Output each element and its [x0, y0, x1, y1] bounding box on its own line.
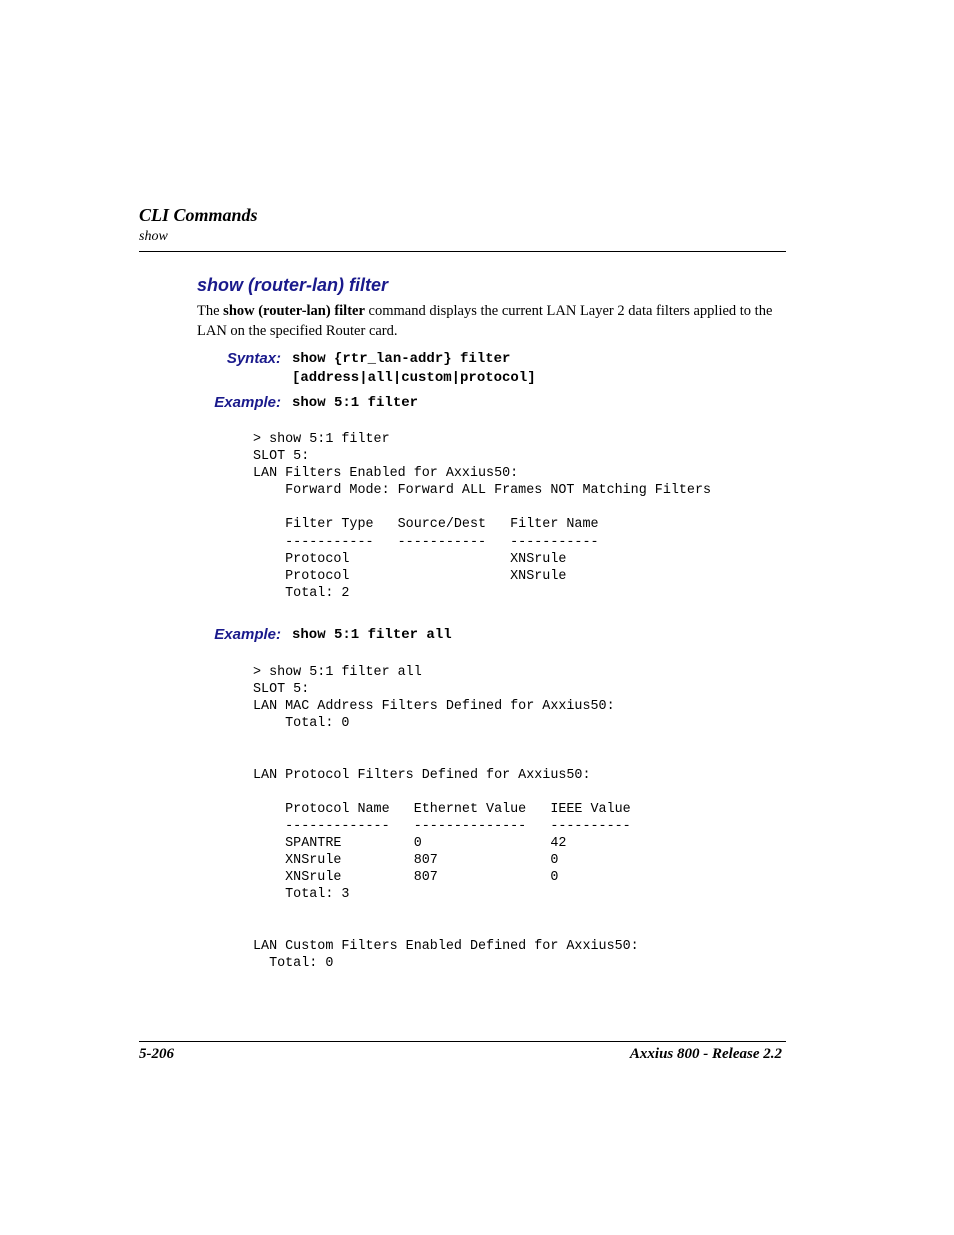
syntax-label: Syntax:	[226, 350, 281, 367]
intro-prefix: The	[197, 303, 224, 319]
intro-command: show (router-lan) filter	[223, 303, 365, 319]
syntax-line-1: show {rtr_lan-addr} filter	[292, 351, 511, 367]
example-2-label: Example:	[214, 626, 281, 643]
example-2-output: > show 5:1 filter all SLOT 5: LAN MAC Address Filters Defined for Axxius50: Total: 0 LAN Protocol Filters Defined for Axxius50: Protocol Name Ethernet Value IEEE Value ------------- -------------- ---------- SPANTRE 0 42 XNSrule 807 0 XNSrule 807 0 Total: 3 LAN Custom Filters Enabled Defined for Axxius50: Total: 0	[253, 665, 639, 971]
example-1-command: show 5:1 filter	[292, 395, 419, 411]
example-2-command: show 5:1 filter all	[292, 627, 452, 643]
section-title: show (router-lan) filter	[197, 275, 389, 295]
example-1-output: > show 5:1 filter SLOT 5: LAN Filters Enabled for Axxius50: Forward Mode: Forward ALL Frames NOT Matching Filters Filter Type Source/Dest Filter Name ----------- ----------- ----------- Protocol XNSrule Protocol XNSrule Total: 2	[253, 432, 712, 601]
example-1-label: Example:	[214, 394, 281, 411]
release-label: Axxius 800 - Release 2.2	[629, 1046, 782, 1062]
running-header-title: CLI Commands	[139, 205, 258, 225]
intro-paragraph	[197, 301, 787, 341]
header-rule	[139, 251, 786, 252]
running-header-subtitle: show	[139, 229, 168, 244]
footer-rule	[139, 1041, 786, 1042]
intro-suffix: command displays the current LAN Layer 2 data filters applied to the LAN on the specified Router card.	[197, 303, 773, 339]
page-number: 5-206	[139, 1046, 174, 1062]
syntax-line-2: [address|all|custom|protocol]	[292, 370, 536, 386]
